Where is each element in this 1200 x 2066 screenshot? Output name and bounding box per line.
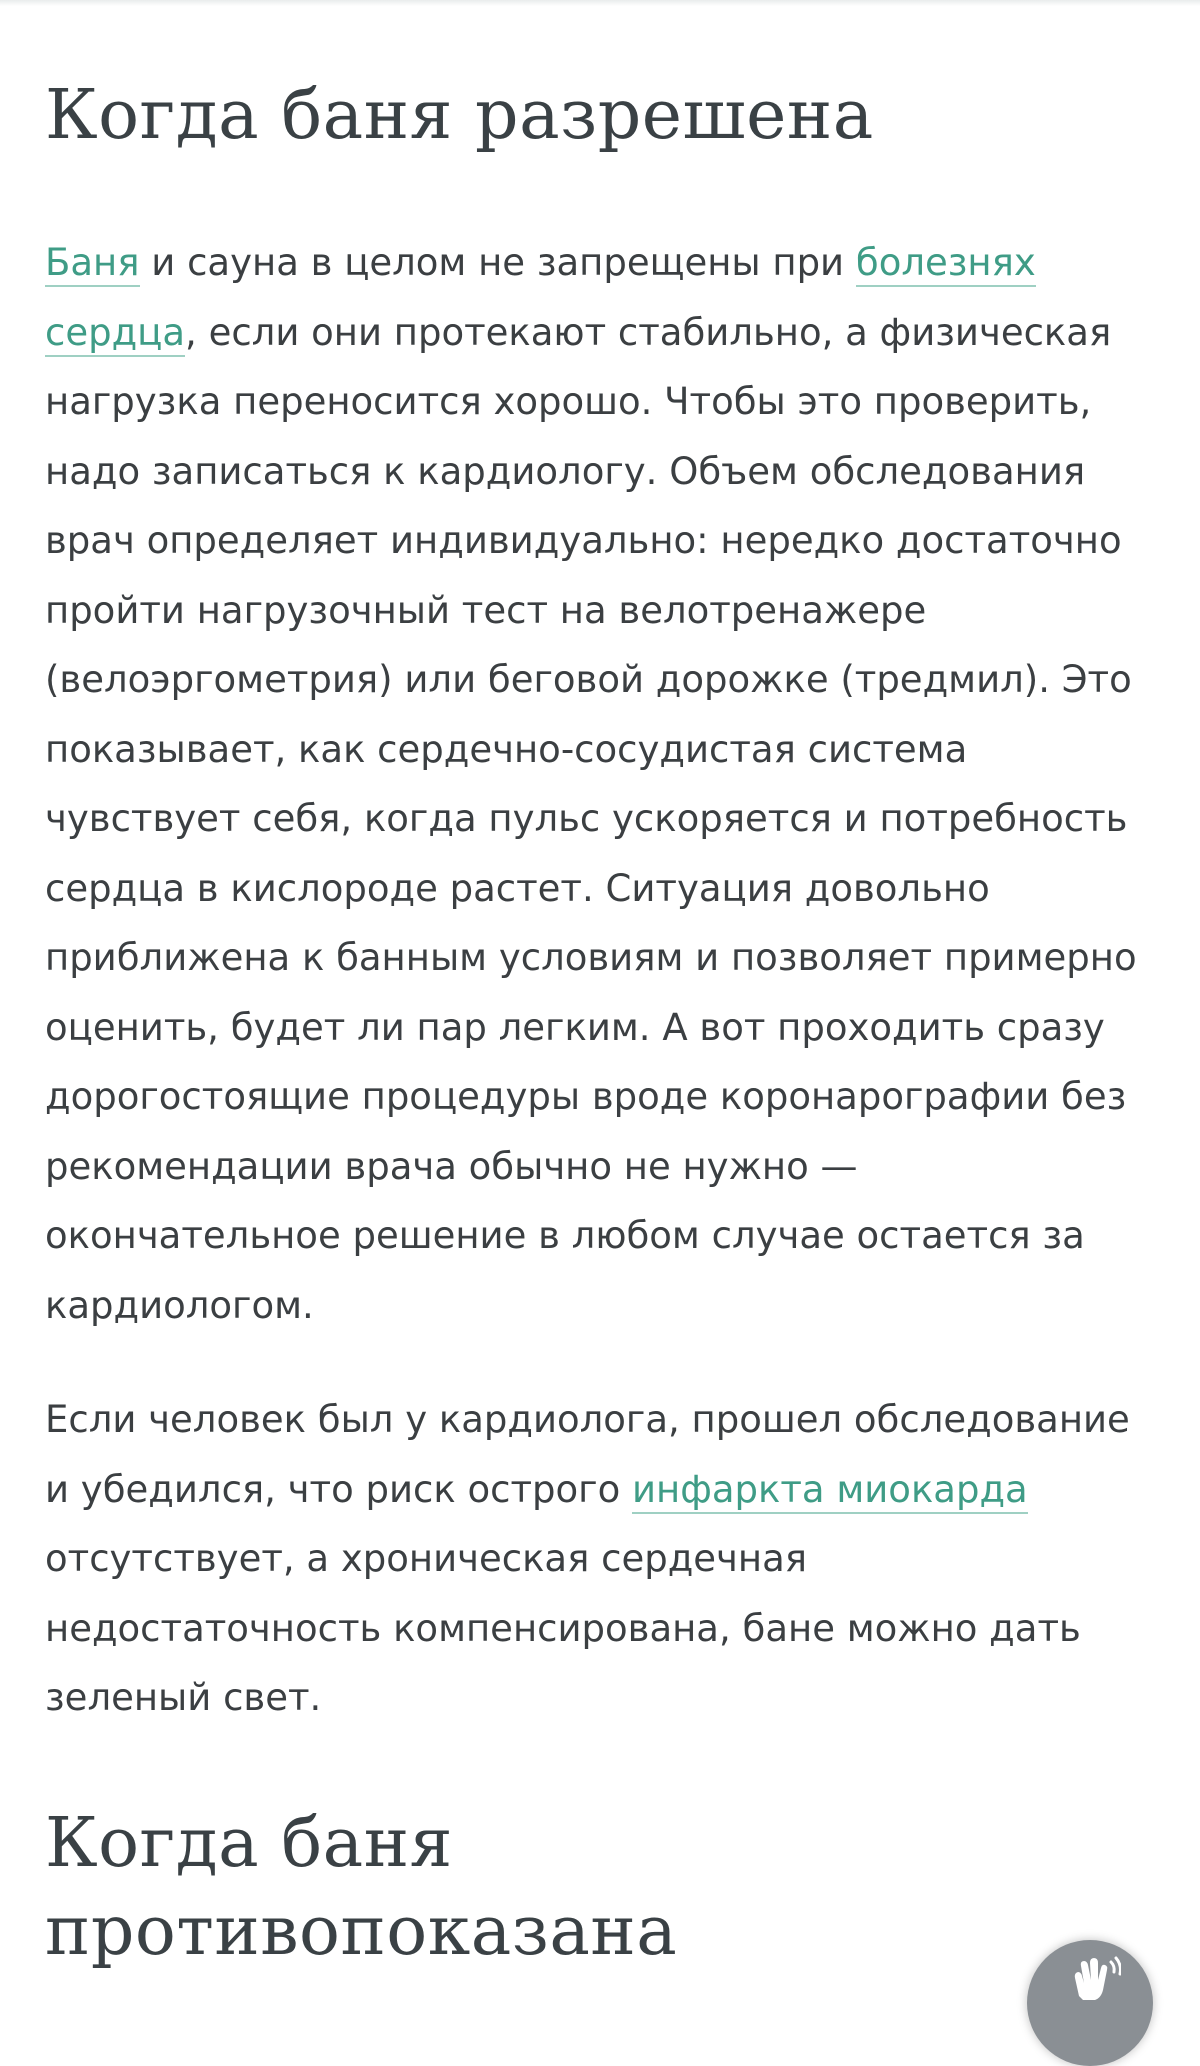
link-banya[interactable]: Баня <box>45 241 140 287</box>
section-heading-contraindicated: Когда баня противопоказана <box>45 1804 678 1971</box>
section-heading-allowed: Когда баня разрешена <box>45 76 874 155</box>
paragraph-text: и сауна в целом не запрещены при <box>139 241 856 284</box>
paragraph-allowed-1 <box>45 228 1160 1340</box>
top-edge-shadow <box>0 0 1200 6</box>
floating-action-button[interactable] <box>1027 1940 1153 2066</box>
paragraph-allowed-2 <box>45 1385 1145 1733</box>
hand-wave-icon <box>1065 1956 1121 2000</box>
paragraph-text: Если человек был у кардиолога, прошел обследование и убедился, что риск острого <box>45 1398 1130 1511</box>
link-myocardial-infarction[interactable]: инфаркта миокарда <box>632 1468 1028 1514</box>
link-heart-diseases[interactable]: болезнях сердца <box>45 241 1036 357</box>
paragraph-text: , если они протекают стабильно, а физическая нагрузка переносится хорошо. Чтобы это проверить, надо записаться к кардиологу. Объем обследования врач определяет индивидуально: нередко достаточно пройти нагрузочный тест на велотренажере (велоэргометрия) или беговой дорожке (тредмил). Это показывает, как сердечно-сосудистая система чувствует себя, когда пульс ускоряется и потребность сердца в кислороде растет. Ситуация довольно приближена к банным условиям и позволяет примерно оценить, будет ли пар легким. А вот проходить сразу дорогостоящие процедуры вроде коронарографии без рекомендации врача обычно не нужно — окончательное решение в любом случае остается за кардиологом. <box>45 310 1137 1327</box>
paragraph-text: отсутствует, а хроническая сердечная недостаточность компенсирована, бане можно дать зеленый свет. <box>45 1537 1081 1719</box>
